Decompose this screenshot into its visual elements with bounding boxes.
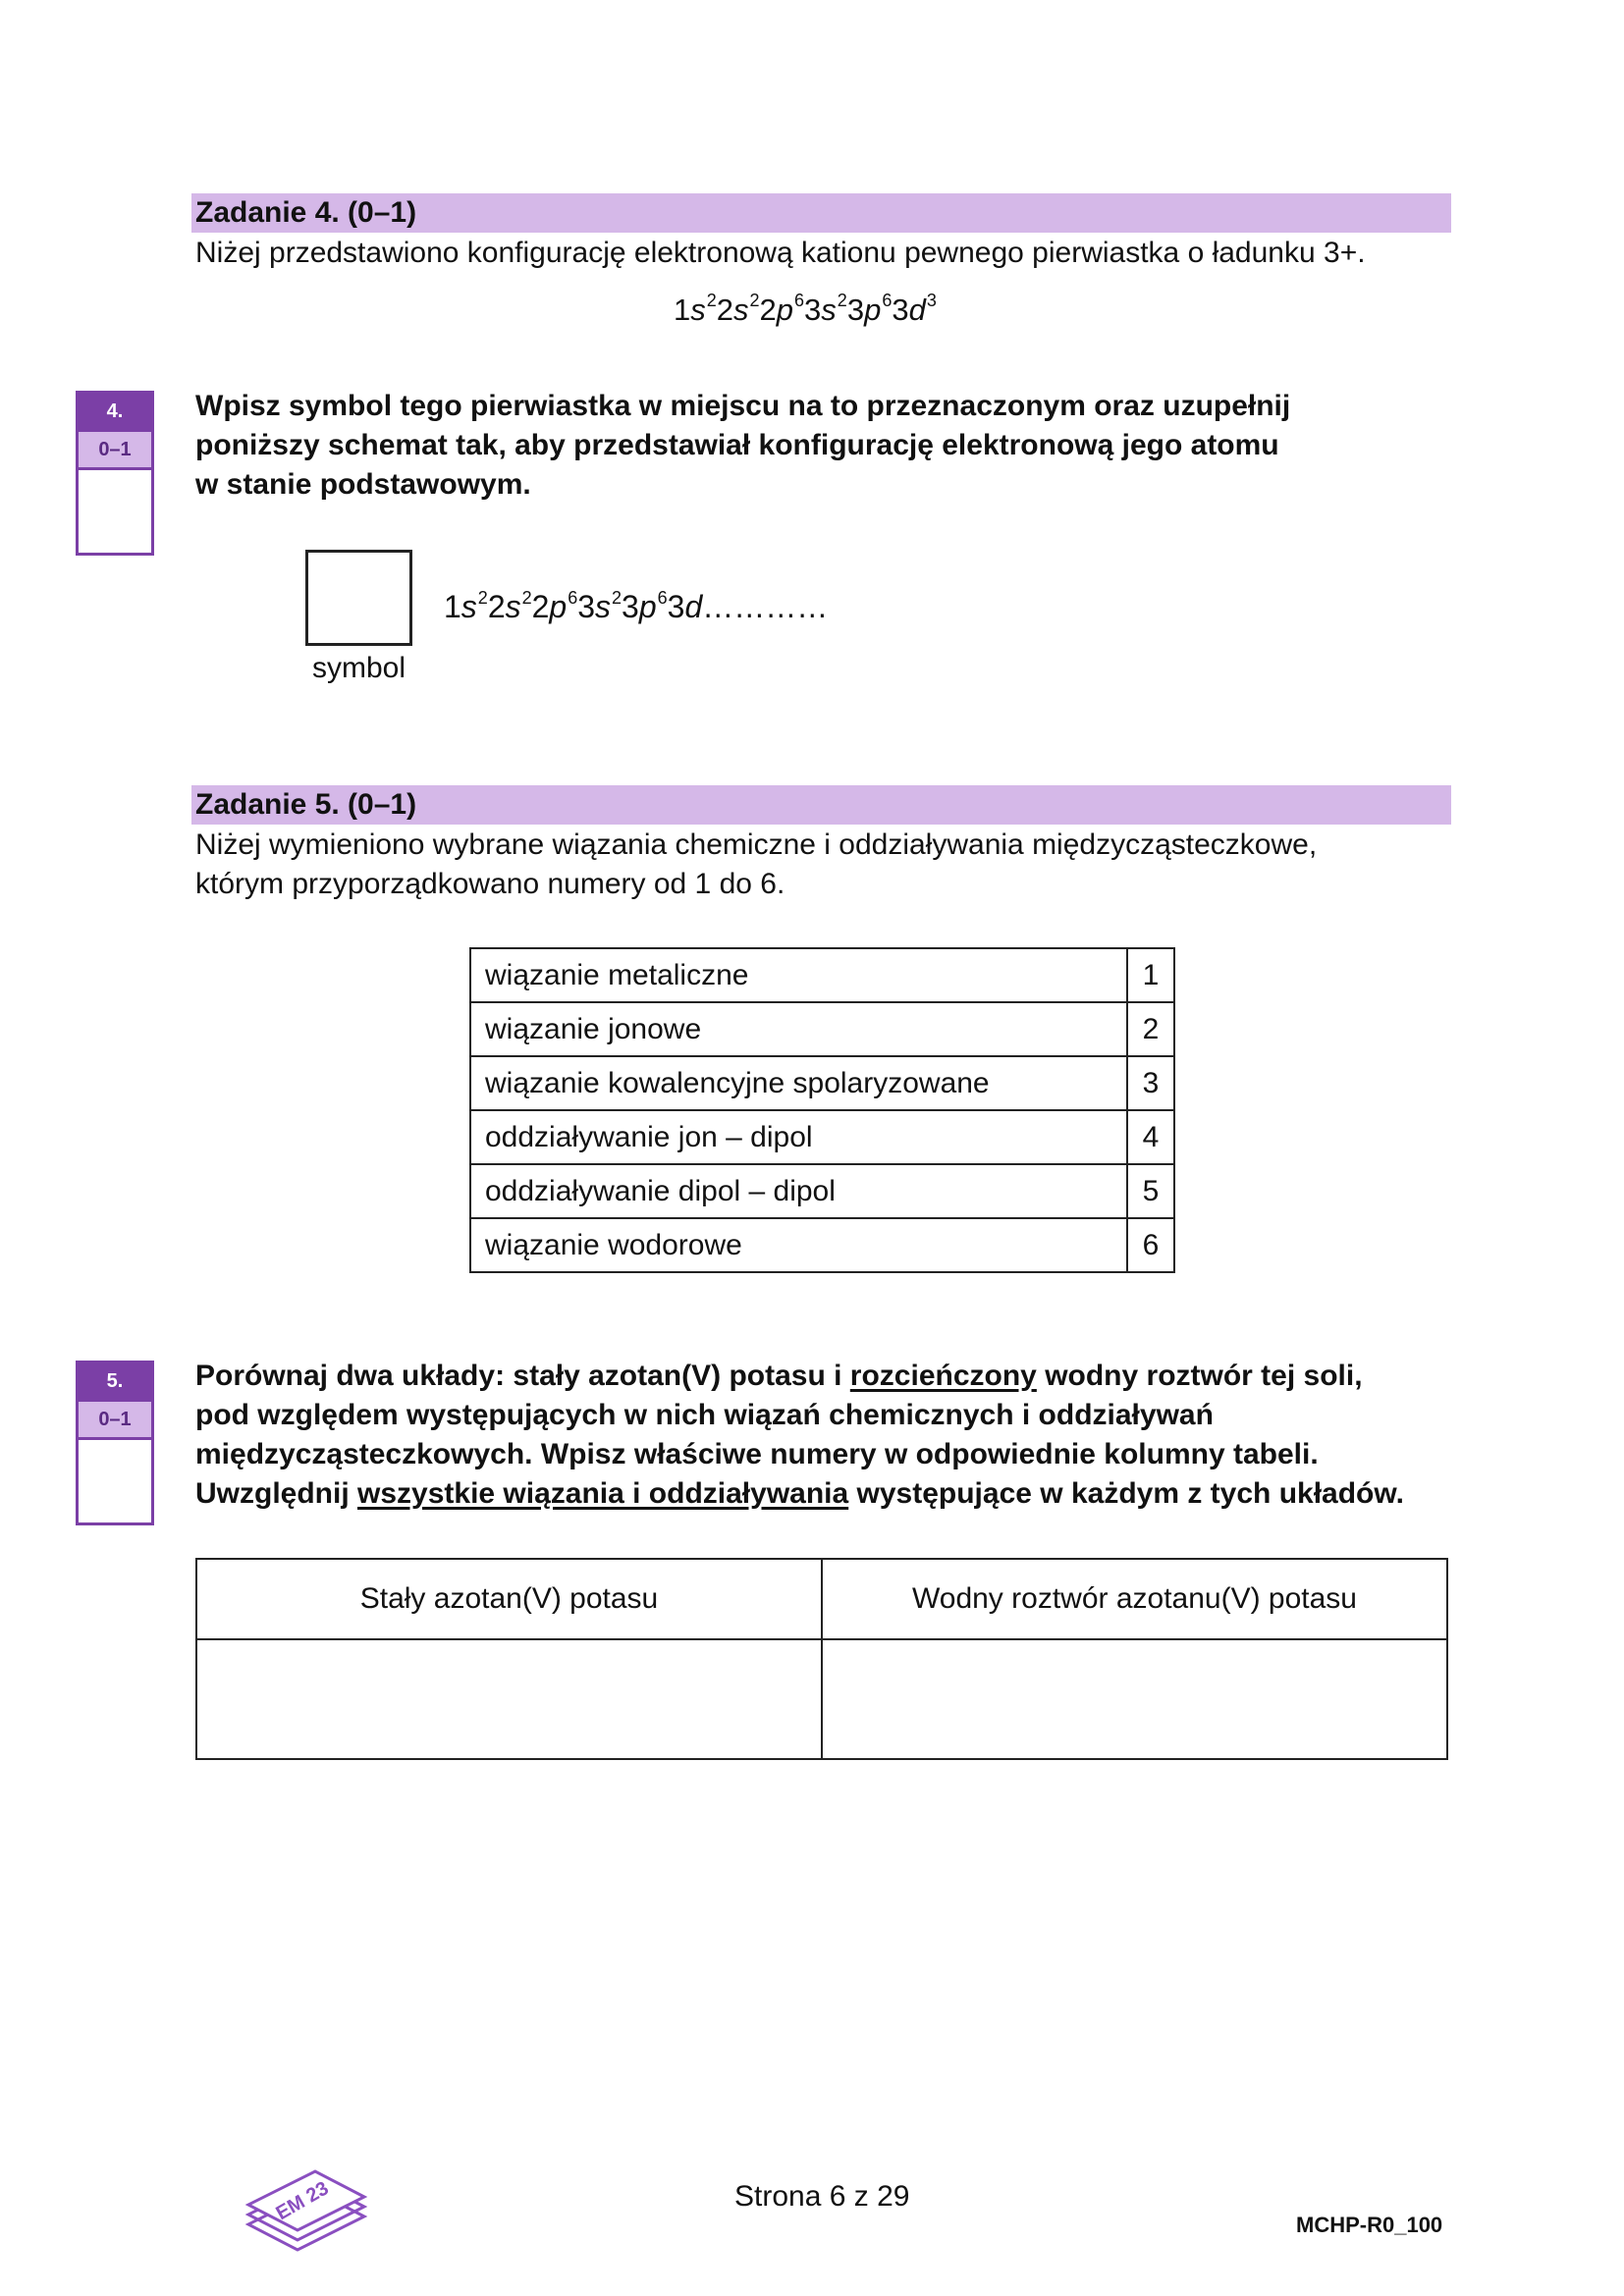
table-row	[470, 1110, 1174, 1164]
table-row	[470, 1002, 1174, 1056]
symbol-label: symbol	[312, 652, 406, 684]
comparison-table	[195, 1558, 1448, 1760]
task5-points: 0–1	[79, 1399, 151, 1440]
cke-logo-icon	[239, 2167, 371, 2266]
solution-answer-cell[interactable]	[822, 1639, 1447, 1759]
task5-header: Zadanie 5. (0–1)	[191, 785, 1451, 825]
task4-points: 0–1	[79, 429, 151, 470]
bond-name: wiązanie wodorowe	[470, 1218, 1127, 1272]
table-row	[470, 948, 1174, 1002]
task5-score-field[interactable]	[79, 1440, 151, 1522]
task5-instruction-line-1: Porównaj dwa układy: stały azotan(V) potasu i rozcieńczony wodny roztwór tej soli,	[195, 1360, 1363, 1392]
bond-name: oddziaływanie jon – dipol	[470, 1110, 1127, 1164]
task4-score-field[interactable]	[79, 470, 151, 553]
bond-name: wiązanie metaliczne	[470, 948, 1127, 1002]
emphasis-all-bonds: wszystkie wiązania i oddziaływania	[357, 1477, 849, 1510]
atom-configuration: $1s^22s^22p^63s^23p^63d\dots\dots\dots\dots$	[444, 588, 829, 624]
bond-number: 3	[1127, 1056, 1174, 1110]
bond-number: 6	[1127, 1218, 1174, 1272]
task5-score-box	[76, 1361, 154, 1525]
table-row	[470, 1218, 1174, 1272]
column-solution-header: Wodny roztwór azotanu(V) potasu	[822, 1559, 1447, 1639]
bond-number: 5	[1127, 1164, 1174, 1218]
task5-intro-line-2: którym przyporządkowano numery od 1 do 6.	[195, 868, 785, 900]
solid-answer-cell[interactable]	[196, 1639, 822, 1759]
task5-instruction-line-4: Uwzględnij wszystkie wiązania i oddziaływania występujące w każdym z tych układów.	[195, 1477, 1404, 1510]
column-solid-header: Stały azotan(V) potasu	[196, 1559, 822, 1639]
bond-number: 2	[1127, 1002, 1174, 1056]
task4-number: 4.	[79, 394, 151, 429]
table-row	[470, 1056, 1174, 1110]
table-header-row	[196, 1559, 1447, 1639]
symbol-input-box[interactable]	[305, 550, 412, 646]
exam-code: MCHP-R0_100	[1296, 2213, 1443, 2237]
bond-number: 4	[1127, 1110, 1174, 1164]
task5-instruction-line-3: międzycząsteczkowych. Wpisz właściwe numery w odpowiednie kolumny tabeli.	[195, 1438, 1319, 1470]
page-number: Strona 6 z 29	[734, 2180, 910, 2213]
task5-intro-line-1: Niżej wymieniono wybrane wiązania chemiczne i oddziaływania międzycząsteczkowe,	[195, 828, 1318, 861]
task5-number: 5.	[79, 1363, 151, 1399]
emphasis-diluted: rozcieńczony	[849, 1360, 1037, 1392]
task4-intro: Niżej przedstawiono konfigurację elektronową kationu pewnego pierwiastka o ładunku 3+.	[195, 237, 1366, 269]
task5-instruction-line-2: pod względem występujących w nich wiązań chemicznych i oddziaływań	[195, 1399, 1214, 1431]
task4-instruction-line-2: poniższy schemat tak, aby przedstawiał konfigurację elektronową jego atomu	[195, 429, 1279, 461]
cation-configuration: $1s^22s^22p^63s^23p^63d^3$	[674, 291, 937, 327]
logo-text: EM 23	[272, 2177, 333, 2225]
table-row	[470, 1164, 1174, 1218]
configuration-answer-dots[interactable]: …………	[702, 589, 829, 624]
task4-instruction-line-1: Wpisz symbol tego pierwiastka w miejscu na to przeznaczonym oraz uzupełnij	[195, 390, 1291, 422]
bond-number: 1	[1127, 948, 1174, 1002]
table-answer-row	[196, 1639, 1447, 1759]
bond-name: oddziaływanie dipol – dipol	[470, 1164, 1127, 1218]
bond-name: wiązanie kowalencyjne spolaryzowane	[470, 1056, 1127, 1110]
task4-header: Zadanie 4. (0–1)	[191, 193, 1451, 233]
task4-instruction-line-3: w stanie podstawowym.	[195, 468, 531, 501]
bonds-table	[469, 947, 1175, 1273]
task4-score-box	[76, 391, 154, 556]
bond-name: wiązanie jonowe	[470, 1002, 1127, 1056]
